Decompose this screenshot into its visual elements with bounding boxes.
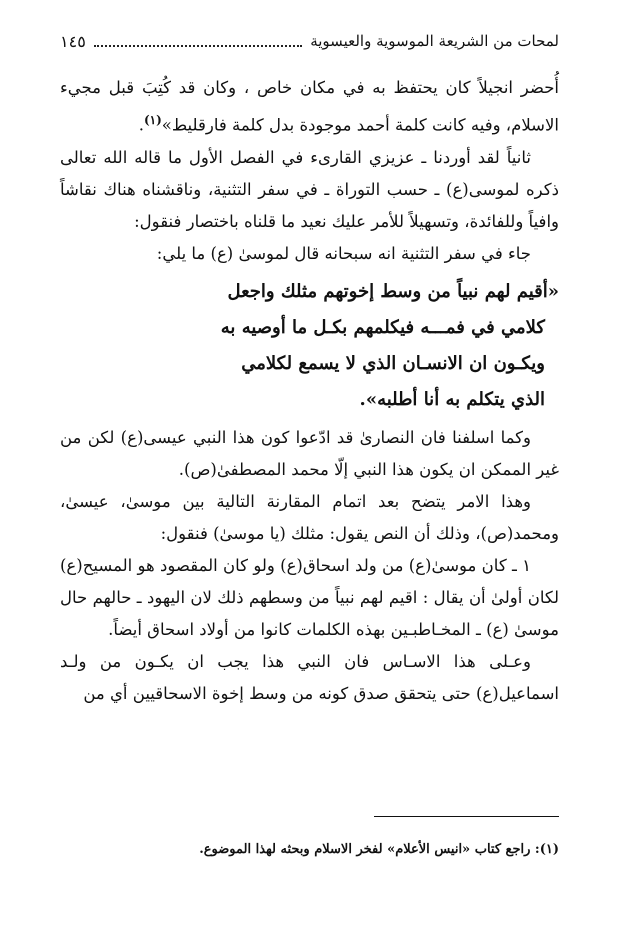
scripture-quote — [60, 274, 559, 418]
footnote-marker: (١) — [143, 113, 162, 127]
paragraph-christians-claim: وكما اسلفنا فان النصارىٰ قد ادّعوا كون هذا النبي عيسى(ع) لكن من غير الممكن ان يكون هذا النبي إلّا محمد المصطفىٰ(ص). — [60, 427, 559, 479]
quote-line: الذي يتكلم به أنا أطلبه». — [359, 388, 545, 410]
page-number: ١٤٥ — [60, 31, 86, 51]
header-dot-leader — [94, 35, 302, 47]
quote-line: ويكـون ان الانسـان الذي لا يسمع لكلامي — [241, 352, 545, 374]
footnote: (١): راجع كتاب «انيس الأعلام» لفخر الاسلام وبحثه لهذا الموضوع. — [199, 842, 559, 857]
running-title: لمحات من الشريعة الموسوية والعيسوية — [310, 32, 559, 50]
paragraph-second-point: ثانياً لقد أوردنا ـ عزيزي القارىء في الفصل الأول ما قاله الله تعالى ذكره لموسى(ع) ـ حسب التوراة ـ في سفر التثنية، وناقشناه هناك نقاشاً وافياً وللفائدة، وتسهيلاً للأمر عليك نعيد ما قلناه باختصار فنقول: — [60, 147, 559, 231]
paragraph-ismail: وعـلى هذا الاسـاس فان النبي هذا يجب ان يكـون من ولـد اسماعيل(ع) حتى يتحقق صدق كونه من وسط إخوة الاسحاقيين أي من — [60, 651, 559, 703]
paragraph-intro: أُحضر انجيلاً كان يحتفظ به في مكان خاص ، وكان قد كُتِبَ قبل مجيء الاسلام، وفيه كانت كلمة أحمد موجودة بدل كلمة فارقليط»$^{(١)}$. — [60, 78, 559, 135]
paragraph-comparison: وهذا الامر يتضح بعد اتمام المقارنة التالية بين موسىٰ، عيسىٰ، ومحمد(ص)، وذلك أن النص يقول: مثلك (يا موسىٰ) فنقول: — [60, 491, 559, 543]
quote-line: «أقيم لهم نبياً من وسط إخوتهم مثلك واجعل — [227, 280, 559, 302]
quote-line: كلامي في فمـــه فيكلمهم بكـل ما أوصيه به — [220, 316, 545, 338]
paragraph-point-one: ١ ـ كان موسىٰ(ع) من ولد اسحاق(ع) ولو كان المقصود هو المسيح(ع) لكان أولىٰ أن يقال : اقيم لهم نبياً من وسطهم ذلك لان اليهود ـ حالهم حال موسىٰ (ع) ـ المخـاطبـين بهذه الكلمات كانوا من أولاد اسحاق أيضاً. — [60, 555, 559, 639]
running-header — [60, 28, 559, 54]
paragraph-deuteronomy: جاء في سفر التثنية انه سبحانه قال لموسىٰ (ع) ما يلي: — [156, 243, 531, 263]
footnote-divider — [374, 816, 559, 817]
main-text — [60, 72, 559, 710]
